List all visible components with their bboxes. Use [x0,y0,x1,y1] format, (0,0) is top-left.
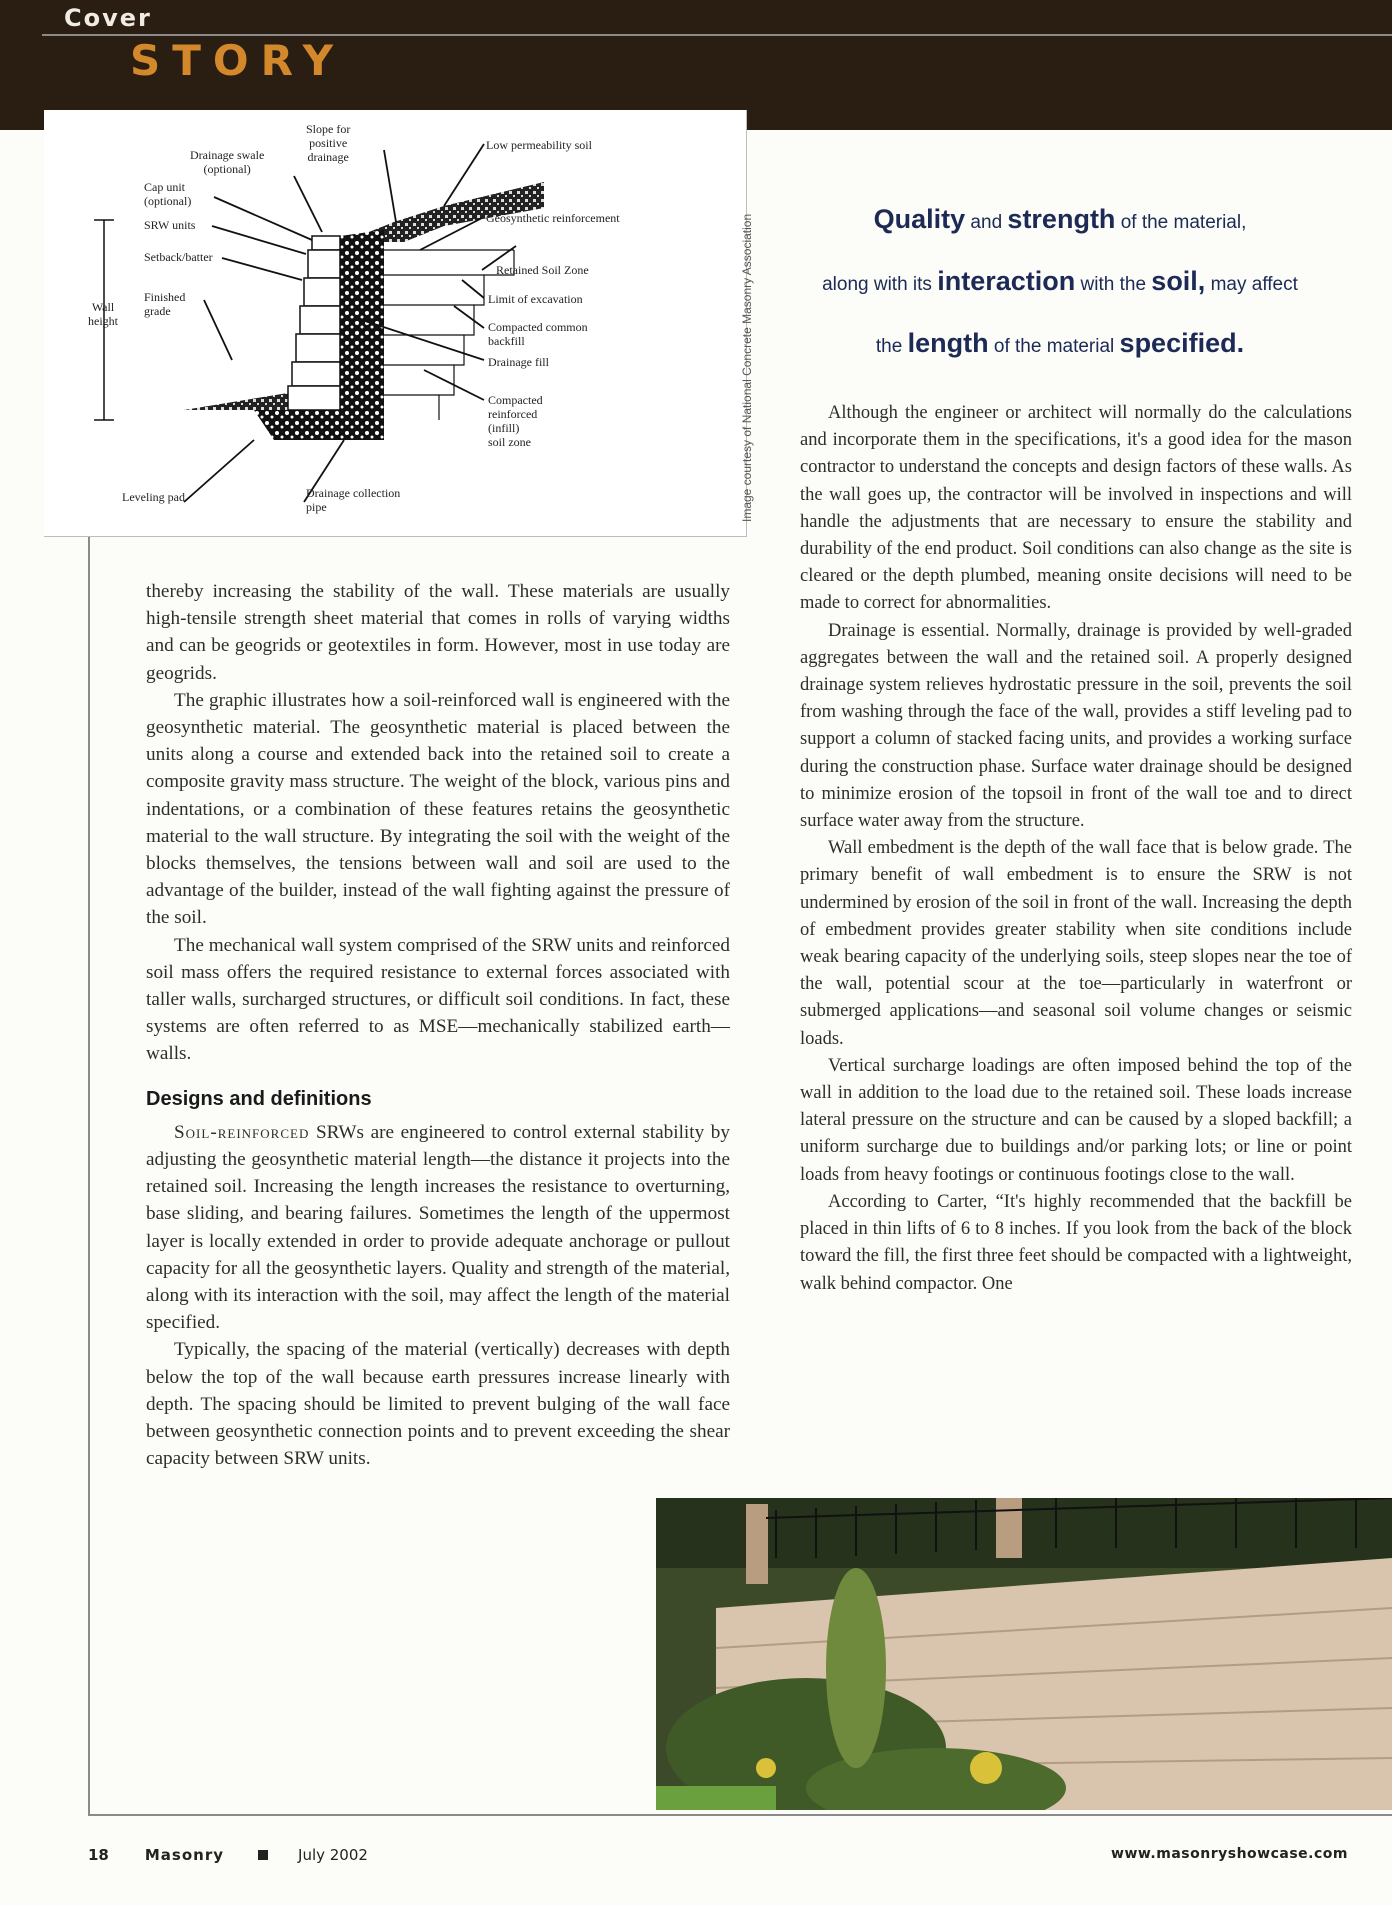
image-credit [722,124,752,524]
label-leveling-pad: Leveling pad [122,490,185,504]
body-paragraph: According to Carter, “It's highly recommended that the backfill be placed in thin lifts of 6 to 8 inches. If you look from the back of the block toward the fill, the first three feet should be compacted with a lightweight, walk behind compactor. One [800,1191,1352,1294]
label-drainage-swale: Drainage swale (optional) [190,148,265,176]
issue-date: July 2002 [298,1846,368,1864]
label-drainage-collection: Drainage collection pipe [306,486,401,514]
pq-text: of the material [988,336,1120,357]
wall-diagram [44,110,747,537]
left-column [146,578,730,1473]
srw-units [288,236,340,410]
separator-square [258,1850,268,1860]
label-wall-height: Wall height [88,300,118,328]
body-paragraph: Typically, the spacing of the material (vertically) decreases with depth below the top of the wall because earth pressures increase linearly with depth. The spacing should be limited to prevent bulging of the wall face between geosynthetic connection points and to prevent exceeding the shear capacity between SRW units. [146,1339,730,1470]
body-paragraph [146,1119,730,1337]
body-paragraph: thereby increasing the stability of the wall. These materials are usually high-tensile strength sheet material that comes in rolls of varying widths and can be geogrids or geotextiles in form. However, most in use today are geogrids. [146,581,730,684]
body-paragraph: The mechanical wall system comprised of the SRW units and reinforced soil mass offers the required resistance to external forces associated with taller walls, surcharged structures, or difficult soil conditions. In fact, these systems are often referred to as MSE—mechanically stabilized earth—walls. [146,934,730,1065]
website-url: www.masonryshowcase.com [1111,1846,1348,1862]
body-paragraph: Drainage is essential. Normally, drainage is provided by well-graded aggregates between the wall and the retained soil. A properly designed drainage system relieves hydrostatic pressure in the soil, prevents the soil from washing through the face of the wall, provides a stiff leveling pad to support a column of stacked facing units, and provides a working surface during the construction phase. Surface water drainage should be designed to minimize erosion of the topsoil in front of the wall toe and to direct surface water away from the structure. [800,620,1352,832]
lead-in: Soil-reinforced [174,1121,310,1143]
page-number: 18 [88,1846,109,1864]
retaining-wall-photo [656,1498,1392,1810]
label-drainage-fill: Drainage fill [488,355,549,369]
body-text: SRWs are engineered to control external stability by adjusting the geosynthetic material length—the distance it projects into the retained soil. Increasing the length increases the resistance to overturning, base sliding, and bearing failures. Sometimes the length of the uppermost layer is locally extended in order to provide adequate anchorage or pullout capacity for all the geosynthetic layers. Quality and strength of the material, along with its interaction with the soil, may affect the length of the material specified. [146,1121,730,1334]
label-srw-units: SRW units [144,218,196,232]
pq-text: and [965,212,1008,233]
body-paragraph: Wall embedment is the depth of the wall face that is below grade. The primary benefit of wall embedment is to ensure the SRW is not undermined by erosion of the soil in front of the wall. Increasing the depth of embedment provides greater stability when site conditions include weak bearing capacity of the underlying soils, steep slopes near the toe of the wall, potential scour at the toe—particularly in waterfront or submerged applications—and seasonal soil volume changes or seismic loads. [800,838,1352,1049]
pq-word-soil: soil, [1151,266,1206,296]
label-geosynthetic: Geosynthetic reinforcement [486,211,620,225]
label-low-permeability: Low permeability soil [486,138,592,152]
wall-diagram-drawing [44,110,746,536]
label-compacted-common: Compacted common backfill [488,320,588,348]
body-paragraph: Vertical surcharge loadings are often imposed behind the top of the wall in addition to the load due to the retained soil. These loads increase lateral pressure on the structure and can be caused by a sloped backfill; a uniform surcharge due to buildings and/or parking lots; or line or point loads from heavy footings or continuous footings close to the wall. [800,1055,1352,1185]
section-label: Cover [64,4,152,32]
label-retained-soil: Retained Soil Zone [496,263,589,277]
pq-text: with the [1075,274,1152,295]
pq-text: along with its [822,274,938,295]
label-slope: Slope for positive drainage [306,122,351,164]
frame-line-top [42,34,1392,36]
pq-word-strength: strength [1007,204,1116,234]
image-credit-text: Image courtesy of National Concrete Masonry Association [740,213,754,522]
pq-text: may affect [1205,274,1298,295]
label-compacted-reinforced: Compacted reinforced (infill) soil zone [488,393,543,449]
label-limit-excavation: Limit of excavation [488,292,583,306]
label-cap-unit: Cap unit (optional) [144,180,192,208]
body-paragraph: Although the engineer or architect will normally do the calculations and incorporate them in the specifications, it's a good idea for the mason contractor to understand the concepts and design factors of these walls. As the wall goes up, the contractor will be involved in inspections and will handle the adjustments that are necessary to ensure the stability and durability of the end product. Soil conditions can also change as the site is cleared or the depth plumbed, meaning onsite decisions will need to be made to correct for abnormalities. [800,403,1352,614]
leveling-pad [254,410,384,440]
pq-word-interaction: interaction [937,266,1076,296]
page-footer [88,1846,1348,1864]
pq-word-specified: specified. [1119,328,1245,358]
section-title: STORY [130,36,346,85]
photo-drawing [656,1498,1392,1810]
pq-word-length: length [907,328,989,358]
frame-line-left [88,536,90,1816]
magazine-name: Masonry [144,1846,225,1864]
right-column [800,400,1352,1298]
pq-text: of the material, [1115,212,1247,233]
label-setback: Setback/batter [144,250,213,264]
pull-quote [760,190,1360,376]
pq-word-quality: Quality [873,204,966,234]
section-heading: Designs and definitions [146,1087,372,1110]
pq-text: the [875,336,908,357]
body-paragraph: The graphic illustrates how a soil-reinforced wall is engineered with the geosynthetic material. The geosynthetic material is placed between the units along a course and extended back into the retained soil to create a composite gravity mass structure. The weight of the block, various pins and indentations, or a combination of these features retains the geosynthetic material to the wall structure. By integrating the soil with the weight of the blocks themselves, the tensions between wall and soil are used to the advantage of the builder, instead of the wall fighting against the pressure of the soil. [146,689,730,929]
frame-line-bottom [88,1814,1392,1816]
label-finished-grade: Finished grade [144,290,186,318]
